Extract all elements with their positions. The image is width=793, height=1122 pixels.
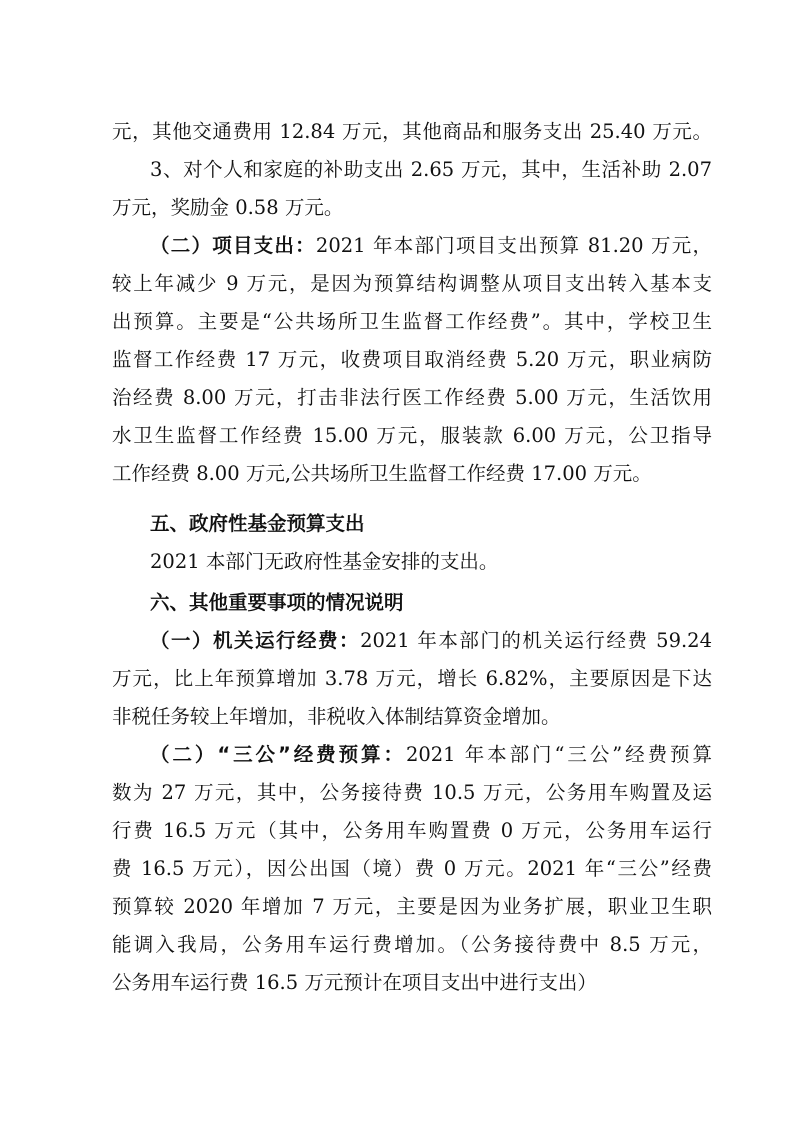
body-line-20: 能调入我局，公务用车运行费增加。（公务接待费中 8.5 万元，: [112, 933, 712, 956]
section-label-project-expense: （二）项目支出：: [150, 234, 316, 257]
body-line-14: 非税任务较上年增加，非税收入体制结算资金增加。: [112, 705, 561, 728]
body-line-13: 万元，比上年预算增加 3.78 万元，增长 6.82%，主要原因是下达: [112, 667, 712, 690]
body-line-21: 公务用车运行费 16.5 万元预计在项目支出中进行支出）: [112, 971, 597, 994]
body-line-9: 水卫生监督工作经费 15.00 万元，服装款 6.00 万元，公卫指导: [112, 424, 712, 447]
section-heading-6: 六、其他重要事项的情况说明: [150, 591, 404, 614]
body-line-18: 费 16.5 万元），因公出国（境）费 0 万元。2021 年“三公”经费: [112, 857, 712, 880]
section-label-operating-fund: （一）机关运行经费：: [150, 629, 361, 652]
body-line-7: 监督工作经费 17 万元，收费项目取消经费 5.20 万元，职业病防: [112, 348, 712, 371]
body-line-15: （二）“三公”经费预算：2021 年本部门“三公”经费预算: [150, 743, 712, 766]
body-line-12: （一）机关运行经费：2021 年本部门的机关运行经费 59.24: [150, 629, 712, 652]
body-line-5: 较上年减少 9 万元，是因为预算结构调整从项目支出转入基本支: [112, 272, 712, 295]
section-label-three-public: （二）“三公”经费预算：: [150, 743, 406, 766]
body-line-6: 出预算。主要是“公共场所卫生监督工作经费”。其中，学校卫生: [112, 310, 712, 333]
body-line-16: 数为 27 万元，其中，公务接待费 10.5 万元，公务用车购置及运: [112, 781, 712, 804]
body-line-4: （二）项目支出：2021 年本部门项目支出预算 81.20 万元，: [150, 234, 712, 257]
body-line-8: 治经费 8.00 万元，打击非法行医工作经费 5.00 万元，生活饮用: [112, 386, 712, 409]
body-line-3: 万元，奖励金 0.58 万元。: [112, 196, 344, 219]
body-line-1: 元，其他交通费用 12.84 万元，其他商品和服务支出 25.40 万元。: [112, 120, 712, 143]
body-line-17: 行费 16.5 万元（其中，公务用车购置费 0 万元，公务用车运行: [112, 819, 712, 842]
body-line-2: 3、对个人和家庭的补助支出 2.65 万元，其中，生活补助 2.07: [150, 158, 712, 181]
body-line-19: 预算较 2020 年增加 7 万元，主要是因为业务扩展，职业卫生职: [112, 895, 712, 918]
section-heading-5: 五、政府性基金预算支出: [150, 512, 365, 535]
body-line-10: 工作经费 8.00 万元,公共场所卫生监督工作经费 17.00 万元。: [112, 462, 652, 485]
body-line-11: 2021 本部门无政府性基金安排的支出。: [150, 550, 499, 573]
